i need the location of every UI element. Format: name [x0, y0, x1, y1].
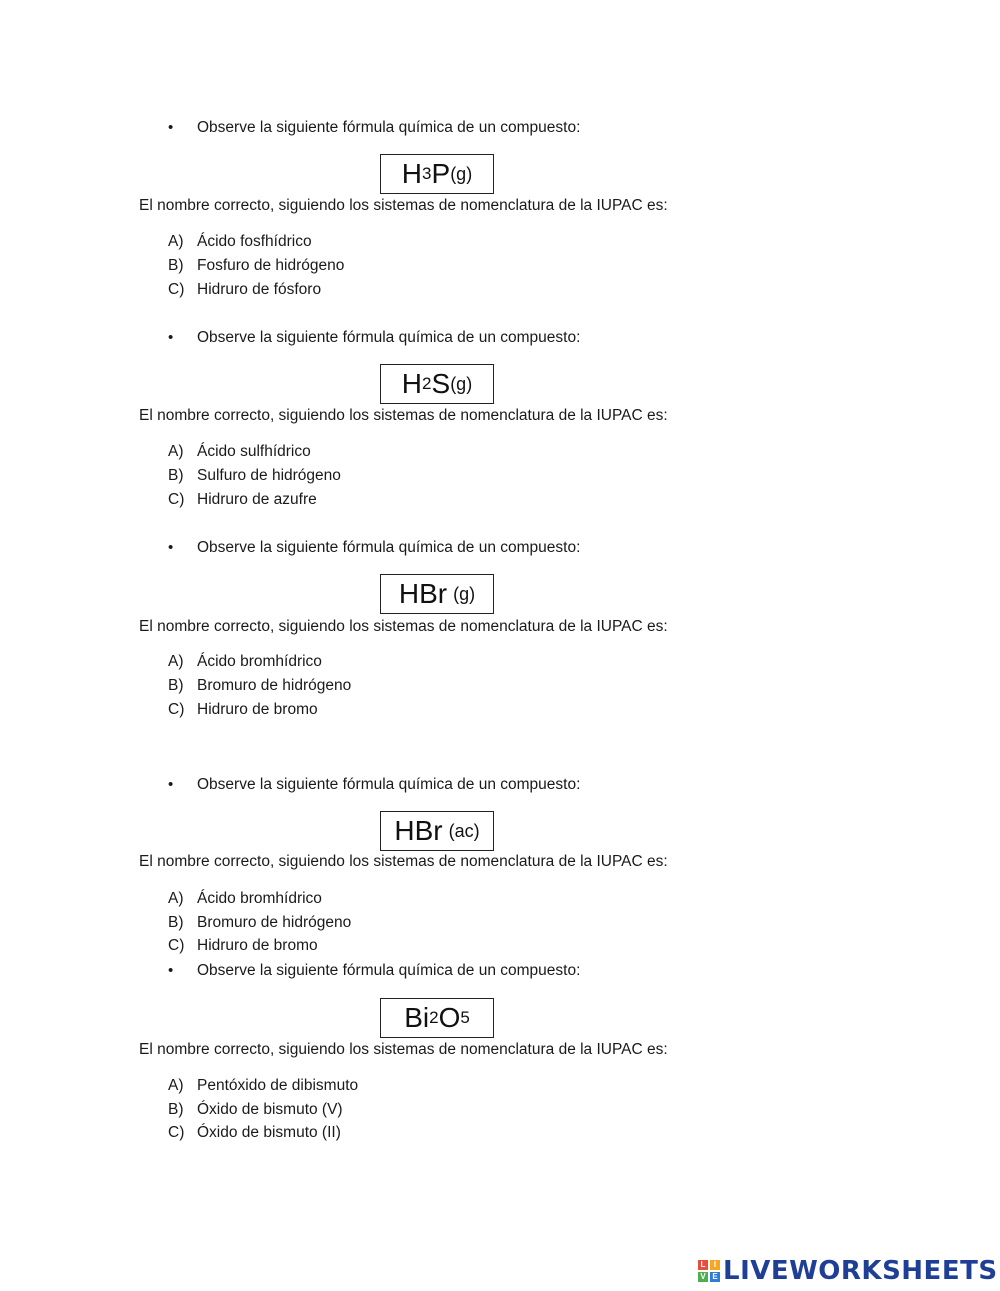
option-c[interactable]: Hidruro de bromo — [197, 701, 318, 718]
formula-part: HBr — [394, 815, 443, 846]
logo-block: L — [698, 1260, 708, 1270]
bullet-icon: • — [168, 962, 174, 979]
question-prompt: Observe la siguiente fórmula química de un compuesto: — [197, 776, 581, 793]
question-prompt: Observe la siguiente fórmula química de un compuesto: — [197, 329, 581, 346]
formula-part: H — [401, 158, 423, 189]
option-letter: A) — [168, 653, 184, 670]
option-letter: A) — [168, 443, 184, 460]
logo-block: V — [698, 1272, 708, 1282]
formula-part: Bi — [404, 1002, 430, 1033]
option-letter: C) — [168, 701, 185, 718]
option-letter: B) — [168, 1101, 184, 1118]
option-letter: A) — [168, 1077, 184, 1094]
question-stem: El nombre correcto, siguiendo los sistemas de nomenclatura de la IUPAC es: — [139, 853, 668, 870]
option-letter: B) — [168, 677, 184, 694]
option-a[interactable]: Ácido sulfhídrico — [197, 443, 311, 460]
formula-box: H 2 S (g) — [380, 364, 494, 404]
option-c[interactable]: Hidruro de azufre — [197, 491, 317, 508]
formula-part: O — [438, 1002, 461, 1033]
formula-state: (g) — [453, 584, 476, 604]
formula-state: (ac) — [448, 821, 480, 841]
bullet-icon: • — [168, 539, 174, 556]
formula-part: H — [401, 368, 423, 399]
logo-icon — [698, 1260, 720, 1282]
question-stem: El nombre correcto, siguiendo los sistemas de nomenclatura de la IUPAC es: — [139, 1041, 668, 1058]
option-a[interactable]: Ácido bromhídrico — [197, 890, 322, 907]
option-letter: C) — [168, 491, 185, 508]
option-letter: C) — [168, 937, 185, 954]
formula-part: P — [431, 158, 451, 189]
question-stem: El nombre correcto, siguiendo los sistemas de nomenclatura de la IUPAC es: — [139, 407, 668, 424]
option-a[interactable]: Pentóxido de dibismuto — [197, 1077, 359, 1094]
question-prompt: Observe la siguiente fórmula química de un compuesto: — [197, 962, 581, 979]
option-c[interactable]: Óxido de bismuto (II) — [197, 1124, 341, 1141]
option-c[interactable]: Hidruro de bromo — [197, 937, 318, 954]
formula-part: S — [431, 368, 451, 399]
bullet-icon: • — [168, 776, 174, 793]
option-b[interactable]: Sulfuro de hidrógeno — [197, 467, 341, 484]
liveworksheets-logo — [698, 1256, 998, 1286]
option-letter: B) — [168, 914, 184, 931]
formula-box — [380, 811, 494, 851]
question-stem: El nombre correcto, siguiendo los sistemas de nomenclatura de la IUPAC es: — [139, 197, 668, 214]
option-b[interactable]: Bromuro de hidrógeno — [197, 914, 352, 931]
option-letter: A) — [168, 233, 184, 250]
formula-part: HBr — [398, 578, 448, 609]
option-b[interactable]: Fosfuro de hidrógeno — [197, 257, 345, 274]
question-prompt: Observe la siguiente fórmula química de un compuesto: — [197, 119, 581, 136]
question-stem: El nombre correcto, siguiendo los sistemas de nomenclatura de la IUPAC es: — [139, 618, 668, 635]
option-letter: C) — [168, 1124, 185, 1141]
formula-box — [380, 574, 494, 614]
formula-state: (g) — [450, 374, 473, 394]
formula-state: (g) — [450, 164, 473, 184]
option-a[interactable]: Ácido bromhídrico — [197, 653, 322, 670]
option-b[interactable]: Bromuro de hidrógeno — [197, 677, 352, 694]
question-prompt: Observe la siguiente fórmula química de un compuesto: — [197, 539, 581, 556]
formula-box: H 3 P (g) — [380, 154, 494, 194]
option-b[interactable]: Óxido de bismuto (V) — [197, 1101, 343, 1118]
option-a[interactable]: Ácido fosfhídrico — [197, 233, 312, 250]
formula-box: Bi 2 O 5 — [380, 998, 494, 1038]
option-letter: A) — [168, 890, 184, 907]
option-letter: B) — [168, 257, 184, 274]
option-letter: B) — [168, 467, 184, 484]
logo-block: I — [710, 1260, 720, 1270]
option-c[interactable]: Hidruro de fósforo — [197, 281, 322, 298]
option-letter: C) — [168, 281, 185, 298]
logo-text: LIVEWORKSHEETS — [723, 1256, 998, 1286]
logo-block: E — [710, 1272, 720, 1282]
bullet-icon: • — [168, 329, 174, 346]
bullet-icon: • — [168, 119, 174, 136]
